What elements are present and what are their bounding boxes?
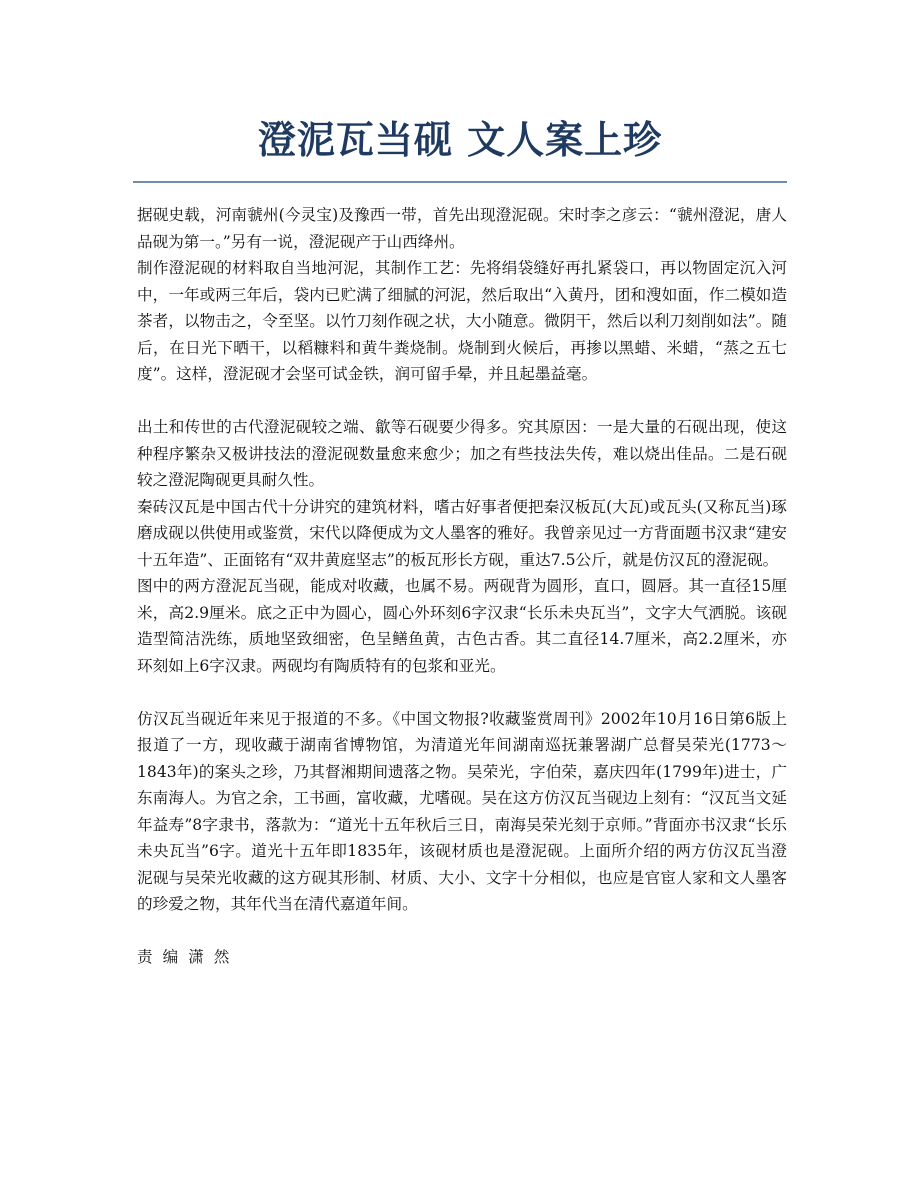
paragraph-rarity: 出土和传世的古代澄泥砚较之端、歙等石砚要少得多。究其原因：一是大量的石砚出现，使这种程序繁杂又极讲技法的澄泥砚数量愈来愈少；加之有些技法失传，难以烧出佳品。二是石砚较之澄泥陶砚更具耐久性。 — [137, 418, 787, 489]
paragraph-gap — [137, 679, 787, 706]
paragraph-qin-han-tiles: 秦砖汉瓦是中国古代十分讲究的建筑材料，嗜古好事者便把秦汉板瓦(大瓦)或瓦头(又称瓦当)琢磨成砚以供使用或鉴赏，宋代以降便成为文人墨客的雅好。我曾亲见过一方背面题书汉隶“建安十五年造”、正面铭有“双井黄庭坚志”的板瓦形长方砚，重达7.5公斤，就是仿汉瓦的澄泥砚。 — [137, 497, 787, 569]
editor-credit: 责编潇然 — [137, 948, 240, 966]
paragraph-pair-inkstones: 图中的两方澄泥瓦当砚，能成对收藏，也属不易。两砚背为圆形，直口，圆唇。其一直径15厘米，高2.9厘米。底之正中为圆心，圆心外环刻6字汉隶“长乐未央瓦当”，文字大气洒脱。该砚造型简洁洗练，质地坚致细密，色呈鳝鱼黄，古色古香。其二直径14.7厘米，高2.2厘米，亦环刻如上6字汉隶。两砚均有陶质特有的包浆和亚光。 — [137, 577, 787, 675]
article-body — [137, 202, 787, 971]
paragraph-gap — [137, 388, 787, 415]
title-divider — [133, 181, 787, 183]
paragraph-gap — [137, 918, 787, 945]
paragraph-craft: 制作澄泥砚的材料取自当地河泥，其制作工艺：先将绢袋缝好再扎紧袋口，再以物固定沉入河中，一年或两三年后，袋内已贮满了细腻的河泥，然后取出“入黄丹，团和溲如面，作二模如造茶者，以物击之，令至坚。以竹刀刻作砚之状，大小随意。微阴干，然后以利刀刻削如法”。随后，在日光下晒干，以稻糠料和黄牛粪烧制。烧制到火候后，再掺以黑蜡、米蜡，“蒸之五七度”。这样，澄泥砚才会坚可试金铁，润可留手晕，并且起墨益毫。 — [137, 259, 787, 383]
paragraph-origin: 据砚史载，河南虢州(今灵宝)及豫西一带，首先出现澄泥砚。宋时李之彦云：“虢州澄泥，唐人品砚为第一。”另有一说，澄泥砚产于山西绛州。 — [137, 206, 787, 251]
paragraph-wu-rongguang: 仿汉瓦当砚近年来见于报道的不多。《中国文物报?收藏鉴赏周刊》2002年10月16日第6版上报道了一方，现收藏于湖南省博物馆，为清道光年间湖南巡抚兼署湖广总督吴荣光(1773～1843年)的案头之珍，乃其督湘期间遗落之物。吴荣光，字伯荣，嘉庆四年(1799年)进士，广东南海人。为官之余，工书画，富收藏，尤嗜砚。吴在这方仿汉瓦当砚边上刻有：“汉瓦当文延年益寿”8字隶书，落款为：“道光十五年秋后三日，南海吴荣光刻于京师。”背面亦书汉隶“长乐未央瓦当”6字。道光十五年即1835年，该砚材质也是澄泥砚。上面所介绍的两方仿汉瓦当澄泥砚与吴荣光收藏的这方砚其形制、材质、大小、文字十分相似，也应是官宦人家和文人墨客的珍爱之物，其年代当在清代嘉道年间。 — [137, 709, 787, 913]
article-title: 澄泥瓦当砚 文人案上珍 — [257, 118, 663, 162]
